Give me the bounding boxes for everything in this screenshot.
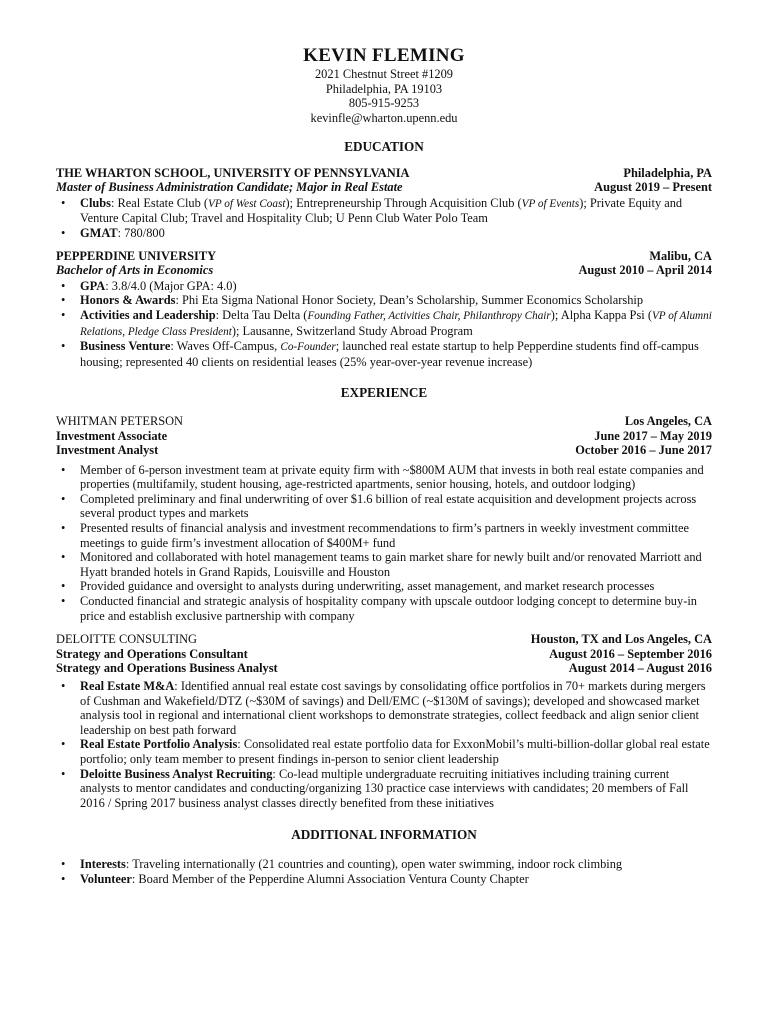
bullet-role: VP of Events: [521, 197, 580, 210]
bullet-text: ); Lausanne, Switzerland Study Abroad Program: [231, 323, 473, 338]
bullet-label: GMAT: [80, 225, 118, 240]
bullet-role: VP of Alumni Relations, Pledge Class President: [80, 309, 712, 338]
list-item: [56, 679, 712, 737]
list-item: • Presented results of financial analysis and investment recommendations to firm’s partners in weekly investment committee meetings to guide firm’s investment allocation of $400M+ fund: [56, 521, 712, 550]
experience-heading: EXPERIENCE: [340, 385, 428, 401]
bullet-text: ; launched real estate startup to help Pepperdine students find off-campus housing; represented 40 clients on residential leases (25% year-over-year revenue increase): [80, 339, 699, 369]
company-row: [56, 414, 712, 429]
degree-name: Bachelor of Arts in Economics: [56, 263, 214, 278]
list-item: • Provided guidance and oversight to analysts during underwriting, asset management, and market research processes: [56, 579, 712, 594]
education-heading: EDUCATION: [344, 139, 424, 154]
pepperdine-bullets: [56, 279, 712, 370]
bullet-text: : 780/800: [117, 225, 165, 240]
degree-name: Master of Business Administration Candidate; Major in Real Estate: [56, 180, 403, 195]
bullet-label: Activities and Leadership: [80, 307, 216, 322]
list-item: • Member of 6-person investment team at private equity firm with ~$800M AUM that invests in both real estate companies and properties (multifamily, student housing, age-restricted apartments, senior housing, hotels, and outdoor lodging): [56, 463, 712, 492]
school-name: PEPPERDINE UNIVERSITY: [56, 248, 217, 263]
degree-row: [56, 263, 712, 278]
email-address: kevinfle@wharton.upenn.edu: [310, 110, 458, 125]
degree-dates: August 2010 – April 2014: [578, 263, 712, 278]
school-location: Philadelphia, PA: [623, 165, 712, 180]
bullet-text: : Waves Off-Campus,: [170, 339, 281, 354]
list-item: • Monitored and collaborated with hotel management teams to gain market share for newly built and/or renovated Marriott and Hyatt branded hotels in Grand Rapids, Louisville and Houston: [56, 550, 712, 579]
role-row: [56, 443, 712, 458]
role-title: Strategy and Operations Consultant: [56, 646, 248, 661]
school-row: [56, 166, 712, 181]
bullet-text: : Real Estate Club (: [111, 195, 209, 210]
address-line-2: Philadelphia, PA 19103: [325, 81, 443, 96]
role-dates: August 2014 – August 2016: [568, 661, 712, 676]
bullet-text: : Co-lead multiple undergraduate recruiting initiatives including training current analysts to mentor candidates and conducting/organizing 130 practice case interviews with candidates; 20 members of Fall 2016 / Spring 2017 business analyst classes directly benefited from these initiatives: [80, 766, 689, 810]
bullet-text: : Traveling internationally (21 countries and counting), open water swimming, indoor rock climbing: [125, 856, 623, 871]
whitman-bullets: [56, 463, 712, 624]
role-title: Investment Associate: [56, 428, 168, 443]
bullet-role: Founding Father, Activities Chair, Philanthropy Chair: [307, 309, 551, 322]
bullet-text: ); Private Equity and Venture Capital Club; Travel and Hospitality Club; U Penn Club Water Polo Team: [80, 195, 683, 226]
bullet-label: Real Estate M&A: [80, 679, 175, 693]
school-row: [56, 249, 712, 264]
deloitte-bullets: [56, 679, 712, 810]
company-name: WHITMAN PETERSON: [56, 413, 183, 428]
bullet-label: Clubs: [80, 195, 111, 210]
school-location: Malibu, CA: [649, 248, 712, 263]
bullet-text: : Consolidated real estate portfolio data for ExxonMobil’s multi-billion-dollar global real estate portfolio; only team member to present findings in-person to senior client leadership: [80, 737, 710, 766]
education-pepperdine: [56, 249, 712, 370]
company-location: Los Angeles, CA: [624, 413, 712, 428]
bullet-text: : Board Member of the Pepperdine Alumni Association Ventura County Chapter: [131, 871, 529, 886]
company-name: DELOITTE CONSULTING: [56, 632, 197, 647]
role-dates: August 2016 – September 2016: [549, 646, 712, 661]
list-item: • Completed preliminary and final underwriting of over $1.6 billion of real estate acquisition and development projects across several product types and markets: [56, 492, 712, 521]
degree-dates: August 2019 – Present: [594, 180, 712, 195]
phone-number: 805-915-9253: [348, 96, 420, 110]
education-wharton: [56, 166, 712, 241]
role-dates: October 2016 – June 2017: [575, 443, 712, 458]
list-item: [56, 196, 712, 226]
bullet-text: : Delta Tau Delta (: [215, 307, 308, 322]
company-row: [56, 632, 712, 647]
role-row: [56, 647, 712, 662]
list-item: [56, 767, 712, 811]
bullet-label: Real Estate Portfolio Analysis: [80, 737, 238, 752]
bullet-text: ); Alpha Kappa Psi (: [550, 307, 652, 322]
candidate-name: KEVIN FLEMING: [303, 45, 465, 66]
bullet-label: Interests: [80, 856, 126, 871]
bullet-text: : 3.8/4.0 (Major GPA: 4.0): [105, 278, 237, 293]
bullet-label: GPA: [80, 278, 106, 293]
list-item: [56, 279, 712, 294]
list-item: [56, 226, 712, 241]
bullet-label: Honors & Awards: [80, 293, 176, 308]
bullet-text: ); Entrepreneurship Through Acquisition Club (: [285, 195, 522, 210]
list-item: [56, 857, 712, 872]
list-item: • Conducted financial and strategic analysis of hospitality company with upscale outdoor lodging concept to determine buy-in price and establish exclusive partnership with company: [56, 594, 712, 623]
bullet-role: Co-Founder: [280, 341, 336, 354]
list-item: [56, 872, 712, 887]
role-row: [56, 429, 712, 444]
company-location: Houston, TX and Los Angeles, CA: [530, 632, 712, 647]
bullet-role: VP of West Coast: [208, 197, 286, 210]
experience-whitman: [56, 414, 712, 623]
bullet-text: : Phi Eta Sigma National Honor Society, Dean’s Scholarship, Summer Economics Scholarship: [175, 293, 644, 308]
list-item: [56, 737, 712, 766]
additional-bullets: [56, 857, 712, 886]
degree-row: [56, 180, 712, 195]
bullet-label: Volunteer: [80, 871, 132, 886]
list-item: [56, 339, 712, 369]
experience-deloitte: [56, 632, 712, 810]
address-line-1: 2021 Chestnut Street #1209: [314, 67, 453, 81]
bullet-label: Deloitte Business Analyst Recruiting: [80, 766, 273, 781]
bullet-label: Business Venture: [80, 339, 171, 354]
list-item: [56, 308, 712, 339]
role-title: Investment Analyst: [56, 443, 159, 458]
bullet-text: : Identified annual real estate cost savings by consolidating office portfolios in 70+ markets during mergers of Cushman and Wakefield/DTZ (~$30M of savings) and Dell/EMC (~$130M of savings); developed and showcased market analysis tool in regional and international client workshops to demonstrate strategies, collect feedback and align senior client leadership on best path forward: [80, 679, 706, 737]
school-name: THE WHARTON SCHOOL, UNIVERSITY OF PENNSYLVANIA: [56, 165, 410, 180]
wharton-bullets: [56, 196, 712, 241]
role-row: [56, 661, 712, 676]
resume-header: [56, 45, 712, 125]
role-title: Strategy and Operations Business Analyst: [56, 661, 278, 676]
additional-heading: ADDITIONAL INFORMATION: [291, 827, 477, 843]
role-dates: June 2017 – May 2019: [594, 428, 712, 443]
list-item: [56, 293, 712, 308]
